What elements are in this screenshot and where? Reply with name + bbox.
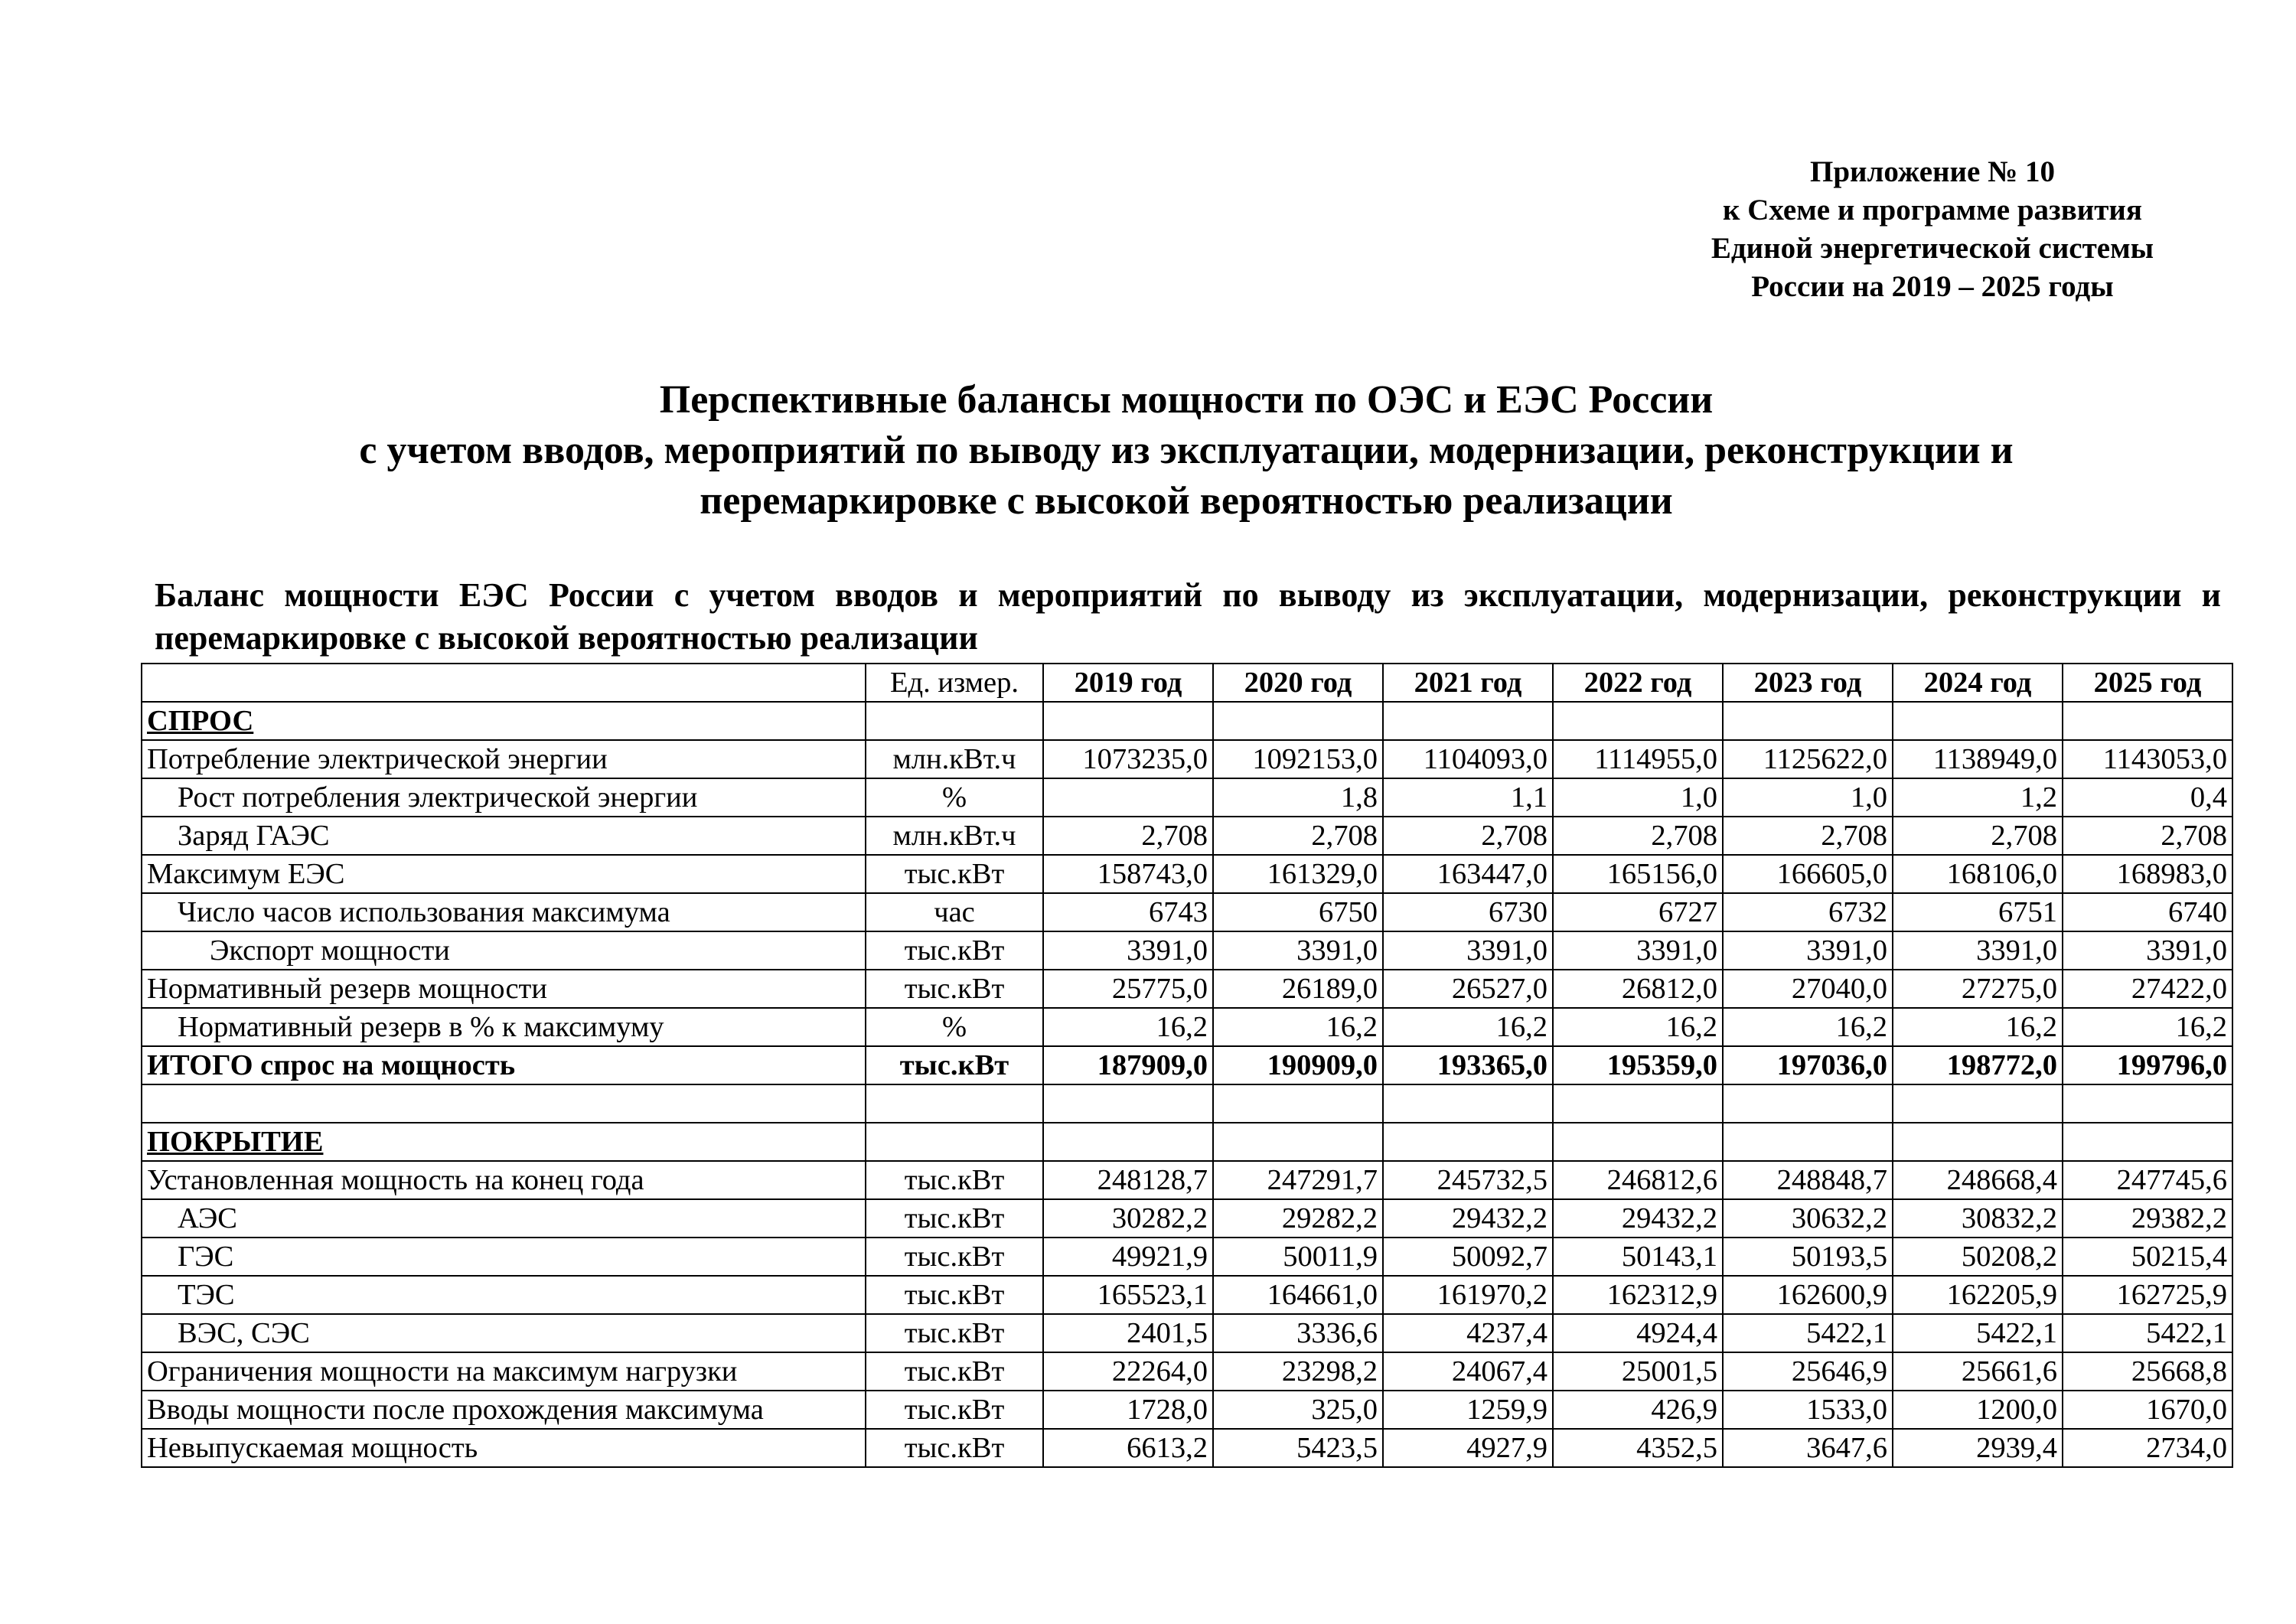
value-cell: 1125622,0 <box>1723 740 1893 778</box>
value-cell: 4927,9 <box>1383 1429 1553 1467</box>
appendix-line-4: России на 2019 – 2025 годы <box>1751 270 2114 303</box>
row-unit: тыс.кВт <box>866 1276 1043 1314</box>
value-cell: 6743 <box>1043 893 1213 931</box>
value-cell: 1104093,0 <box>1383 740 1553 778</box>
value-cell: 27040,0 <box>1723 970 1893 1008</box>
appendix-header <box>1657 153 2208 306</box>
table-row <box>142 778 2232 817</box>
row-unit: тыс.кВт <box>866 1199 1043 1238</box>
appendix-number: Приложение № 10 <box>1810 155 2055 188</box>
table-row <box>142 740 2232 778</box>
row-name: ВЭС, СЭС <box>142 1314 866 1352</box>
blank-row <box>142 1084 2232 1123</box>
table-cell <box>1383 1123 1553 1161</box>
title-line-1: Перспективные балансы мощности по ОЭС и ЕЭС России <box>659 378 1714 422</box>
value-cell: 161970,2 <box>1383 1276 1553 1314</box>
value-cell: 248848,7 <box>1723 1161 1893 1199</box>
value-cell: 187909,0 <box>1043 1046 1213 1084</box>
table-cell <box>1043 1123 1213 1161</box>
table-cell <box>1893 702 2063 740</box>
value-cell: 168983,0 <box>2063 855 2232 893</box>
table-row <box>142 1429 2232 1467</box>
value-cell: 16,2 <box>1553 1008 1723 1046</box>
value-cell: 6750 <box>1213 893 1383 931</box>
value-cell: 1728,0 <box>1043 1391 1213 1429</box>
value-cell: 1,0 <box>1723 778 1893 817</box>
table-cell <box>2063 1123 2232 1161</box>
table-row <box>142 1352 2232 1391</box>
value-cell: 29432,2 <box>1553 1199 1723 1238</box>
value-cell: 1533,0 <box>1723 1391 1893 1429</box>
value-cell: 25661,6 <box>1893 1352 2063 1391</box>
row-name: Число часов использования максимума <box>142 893 866 931</box>
value-cell: 6740 <box>2063 893 2232 931</box>
table-cell <box>866 1123 1043 1161</box>
section-row <box>142 1123 2232 1161</box>
table-cell <box>2063 702 2232 740</box>
table-cell <box>1893 1084 2063 1123</box>
value-cell: 25668,8 <box>2063 1352 2232 1391</box>
value-cell: 1138949,0 <box>1893 740 2063 778</box>
value-cell: 0,4 <box>2063 778 2232 817</box>
table-row <box>142 1314 2232 1352</box>
value-cell: 24067,4 <box>1383 1352 1553 1391</box>
value-cell: 5422,1 <box>2063 1314 2232 1352</box>
value-cell: 26189,0 <box>1213 970 1383 1008</box>
header-year-cell: 2024 год <box>1893 664 2063 702</box>
table-row <box>142 1238 2232 1276</box>
section-title: СПРОС <box>142 702 866 740</box>
table-cell <box>1553 1123 1723 1161</box>
value-cell: 5422,1 <box>1893 1314 2063 1352</box>
value-cell: 27275,0 <box>1893 970 2063 1008</box>
appendix-line-3: Единой энергетической системы <box>1711 232 2154 265</box>
row-unit: тыс.кВт <box>866 1391 1043 1429</box>
value-cell: 1,8 <box>1213 778 1383 817</box>
value-cell: 158743,0 <box>1043 855 1213 893</box>
value-cell: 49921,9 <box>1043 1238 1213 1276</box>
row-unit: тыс.кВт <box>866 1352 1043 1391</box>
table-row <box>142 1161 2232 1199</box>
row-unit: тыс.кВт <box>866 1429 1043 1467</box>
value-cell: 50011,9 <box>1213 1238 1383 1276</box>
value-cell: 3647,6 <box>1723 1429 1893 1467</box>
table-cell <box>1723 1084 1893 1123</box>
value-cell: 6732 <box>1723 893 1893 931</box>
value-cell: 26527,0 <box>1383 970 1553 1008</box>
value-cell: 162600,9 <box>1723 1276 1893 1314</box>
row-name: Потребление электрической энергии <box>142 740 866 778</box>
value-cell: 50092,7 <box>1383 1238 1553 1276</box>
header-unit-cell: Ед. измер. <box>866 664 1043 702</box>
value-cell: 4924,4 <box>1553 1314 1723 1352</box>
value-cell: 4237,4 <box>1383 1314 1553 1352</box>
value-cell: 1670,0 <box>2063 1391 2232 1429</box>
value-cell: 16,2 <box>1723 1008 1893 1046</box>
table-row <box>142 1391 2232 1429</box>
value-cell: 161329,0 <box>1213 855 1383 893</box>
value-cell: 1092153,0 <box>1213 740 1383 778</box>
value-cell: 29382,2 <box>2063 1199 2232 1238</box>
value-cell: 2,708 <box>1553 817 1723 855</box>
section-title: ПОКРЫТИЕ <box>142 1123 866 1161</box>
table-row <box>142 970 2232 1008</box>
table-row <box>142 1199 2232 1238</box>
value-cell: 6730 <box>1383 893 1553 931</box>
document-title <box>115 375 2258 527</box>
value-cell: 165523,1 <box>1043 1276 1213 1314</box>
table-cell <box>1383 702 1553 740</box>
table-cell <box>1553 702 1723 740</box>
value-cell: 2,708 <box>2063 817 2232 855</box>
value-cell: 2734,0 <box>2063 1429 2232 1467</box>
value-cell: 3391,0 <box>1553 931 1723 970</box>
row-name: Максимум ЕЭС <box>142 855 866 893</box>
value-cell: 1114955,0 <box>1553 740 1723 778</box>
table-cell <box>1043 702 1213 740</box>
table-header-row <box>142 664 2232 702</box>
row-name: Ограничения мощности на максимум нагрузки <box>142 1352 866 1391</box>
value-cell: 3336,6 <box>1213 1314 1383 1352</box>
value-cell: 30632,2 <box>1723 1199 1893 1238</box>
value-cell: 1143053,0 <box>2063 740 2232 778</box>
value-cell: 6751 <box>1893 893 2063 931</box>
value-cell: 27422,0 <box>2063 970 2232 1008</box>
value-cell: 325,0 <box>1213 1391 1383 1429</box>
value-cell: 29432,2 <box>1383 1199 1553 1238</box>
value-cell: 162725,9 <box>2063 1276 2232 1314</box>
section-row <box>142 702 2232 740</box>
value-cell: 2939,4 <box>1893 1429 2063 1467</box>
row-unit: млн.кВт.ч <box>866 817 1043 855</box>
value-cell: 165156,0 <box>1553 855 1723 893</box>
row-unit: млн.кВт.ч <box>866 740 1043 778</box>
power-balance-table <box>141 663 2233 1468</box>
value-cell: 163447,0 <box>1383 855 1553 893</box>
value-cell: 29282,2 <box>1213 1199 1383 1238</box>
value-cell: 3391,0 <box>1213 931 1383 970</box>
table-cell <box>1213 702 1383 740</box>
table-row <box>142 817 2232 855</box>
value-cell: 246812,6 <box>1553 1161 1723 1199</box>
row-unit: тыс.кВт <box>866 1238 1043 1276</box>
header-year-cell: 2023 год <box>1723 664 1893 702</box>
value-cell: 16,2 <box>2063 1008 2232 1046</box>
value-cell: 1200,0 <box>1893 1391 2063 1429</box>
value-cell: 1,1 <box>1383 778 1553 817</box>
row-name: Экспорт мощности <box>142 931 866 970</box>
header-year-cell: 2021 год <box>1383 664 1553 702</box>
value-cell: 2,708 <box>1383 817 1553 855</box>
table-row <box>142 1008 2232 1046</box>
row-name: Заряд ГАЭС <box>142 817 866 855</box>
table-caption: Баланс мощности ЕЭС России с учетом вводов и мероприятий по выводу из эксплуатации, модернизации, реконструкции и перемаркировке с высокой вероятностью реализации <box>155 576 2221 657</box>
table-cell <box>1213 1084 1383 1123</box>
title-line-2: с учетом вводов, мероприятий по выводу из эксплуатации, модернизации, реконструкции и <box>359 429 2014 472</box>
value-cell: 3391,0 <box>1723 931 1893 970</box>
value-cell: 1259,9 <box>1383 1391 1553 1429</box>
value-cell: 16,2 <box>1893 1008 2063 1046</box>
table-cell <box>142 1084 866 1123</box>
row-name: ГЭС <box>142 1238 866 1276</box>
table-cell <box>866 702 1043 740</box>
value-cell: 199796,0 <box>2063 1046 2232 1084</box>
value-cell: 5423,5 <box>1213 1429 1383 1467</box>
value-cell: 4352,5 <box>1553 1429 1723 1467</box>
row-unit: тыс.кВт <box>866 855 1043 893</box>
value-cell: 2,708 <box>1213 817 1383 855</box>
row-name: Вводы мощности после прохождения максимума <box>142 1391 866 1429</box>
value-cell: 50143,1 <box>1553 1238 1723 1276</box>
value-cell: 50215,4 <box>2063 1238 2232 1276</box>
value-cell: 30282,2 <box>1043 1199 1213 1238</box>
table-cell <box>1043 1084 1213 1123</box>
row-name: Установленная мощность на конец года <box>142 1161 866 1199</box>
value-cell: 3391,0 <box>1893 931 2063 970</box>
header-year-cell: 2020 год <box>1213 664 1383 702</box>
header-year-cell: 2025 год <box>2063 664 2232 702</box>
value-cell: 162205,9 <box>1893 1276 2063 1314</box>
value-cell: 50193,5 <box>1723 1238 1893 1276</box>
row-unit: тыс.кВт <box>866 1046 1043 1084</box>
value-cell: 2,708 <box>1723 817 1893 855</box>
table-row <box>142 855 2232 893</box>
value-cell: 1,2 <box>1893 778 2063 817</box>
row-name: Невыпускаемая мощность <box>142 1429 866 1467</box>
row-name: Рост потребления электрической энергии <box>142 778 866 817</box>
value-cell: 247745,6 <box>2063 1161 2232 1199</box>
value-cell: 2,708 <box>1043 817 1213 855</box>
value-cell: 3391,0 <box>2063 931 2232 970</box>
table-row <box>142 931 2232 970</box>
row-unit: % <box>866 1008 1043 1046</box>
table-row <box>142 1046 2232 1084</box>
appendix-line-2: к Схеме и программе развития <box>1723 194 2142 227</box>
row-name: ТЭС <box>142 1276 866 1314</box>
value-cell: 5422,1 <box>1723 1314 1893 1352</box>
value-cell: 25646,9 <box>1723 1352 1893 1391</box>
value-cell: 22264,0 <box>1043 1352 1213 1391</box>
value-cell: 1,0 <box>1553 778 1723 817</box>
row-unit: % <box>866 778 1043 817</box>
value-cell: 23298,2 <box>1213 1352 1383 1391</box>
row-unit: тыс.кВт <box>866 1314 1043 1352</box>
table-cell <box>1213 1123 1383 1161</box>
value-cell: 16,2 <box>1043 1008 1213 1046</box>
value-cell: 198772,0 <box>1893 1046 2063 1084</box>
table-cell <box>1893 1123 2063 1161</box>
value-cell: 6613,2 <box>1043 1429 1213 1467</box>
value-cell: 50208,2 <box>1893 1238 2063 1276</box>
value-cell: 16,2 <box>1383 1008 1553 1046</box>
value-cell: 426,9 <box>1553 1391 1723 1429</box>
value-cell: 193365,0 <box>1383 1046 1553 1084</box>
value-cell: 190909,0 <box>1213 1046 1383 1084</box>
row-name: АЭС <box>142 1199 866 1238</box>
table-row <box>142 1276 2232 1314</box>
table-cell <box>1723 702 1893 740</box>
value-cell: 26812,0 <box>1553 970 1723 1008</box>
table-cell <box>1553 1084 1723 1123</box>
row-unit: тыс.кВт <box>866 970 1043 1008</box>
value-cell: 2,708 <box>1893 817 2063 855</box>
value-cell: 248128,7 <box>1043 1161 1213 1199</box>
value-cell: 3391,0 <box>1043 931 1213 970</box>
header-name-cell <box>142 664 866 702</box>
value-cell: 3391,0 <box>1383 931 1553 970</box>
row-name: Нормативный резерв мощности <box>142 970 866 1008</box>
value-cell: 16,2 <box>1213 1008 1383 1046</box>
table-cell <box>2063 1084 2232 1123</box>
header-year-cell: 2022 год <box>1553 664 1723 702</box>
value-cell: 1073235,0 <box>1043 740 1213 778</box>
value-cell: 168106,0 <box>1893 855 2063 893</box>
value-cell: 6727 <box>1553 893 1723 931</box>
header-year-cell: 2019 год <box>1043 664 1213 702</box>
value-cell: 25001,5 <box>1553 1352 1723 1391</box>
row-name: ИТОГО спрос на мощность <box>142 1046 866 1084</box>
table-cell <box>1723 1123 1893 1161</box>
row-name: Нормативный резерв в % к максимуму <box>142 1008 866 1046</box>
table-cell <box>1383 1084 1553 1123</box>
row-unit: тыс.кВт <box>866 931 1043 970</box>
title-line-3: перемаркировке с высокой вероятностью реализации <box>700 479 1673 523</box>
row-unit: час <box>866 893 1043 931</box>
value-cell: 25775,0 <box>1043 970 1213 1008</box>
value-cell: 247291,7 <box>1213 1161 1383 1199</box>
table-cell <box>866 1084 1043 1123</box>
value-cell: 164661,0 <box>1213 1276 1383 1314</box>
value-cell: 197036,0 <box>1723 1046 1893 1084</box>
value-cell: 166605,0 <box>1723 855 1893 893</box>
value-cell: 195359,0 <box>1553 1046 1723 1084</box>
value-cell: 30832,2 <box>1893 1199 2063 1238</box>
value-cell: 2401,5 <box>1043 1314 1213 1352</box>
value-cell: 245732,5 <box>1383 1161 1553 1199</box>
row-unit: тыс.кВт <box>866 1161 1043 1199</box>
value-cell: 248668,4 <box>1893 1161 2063 1199</box>
value-cell: 162312,9 <box>1553 1276 1723 1314</box>
table-row <box>142 893 2232 931</box>
value-cell <box>1043 778 1213 817</box>
